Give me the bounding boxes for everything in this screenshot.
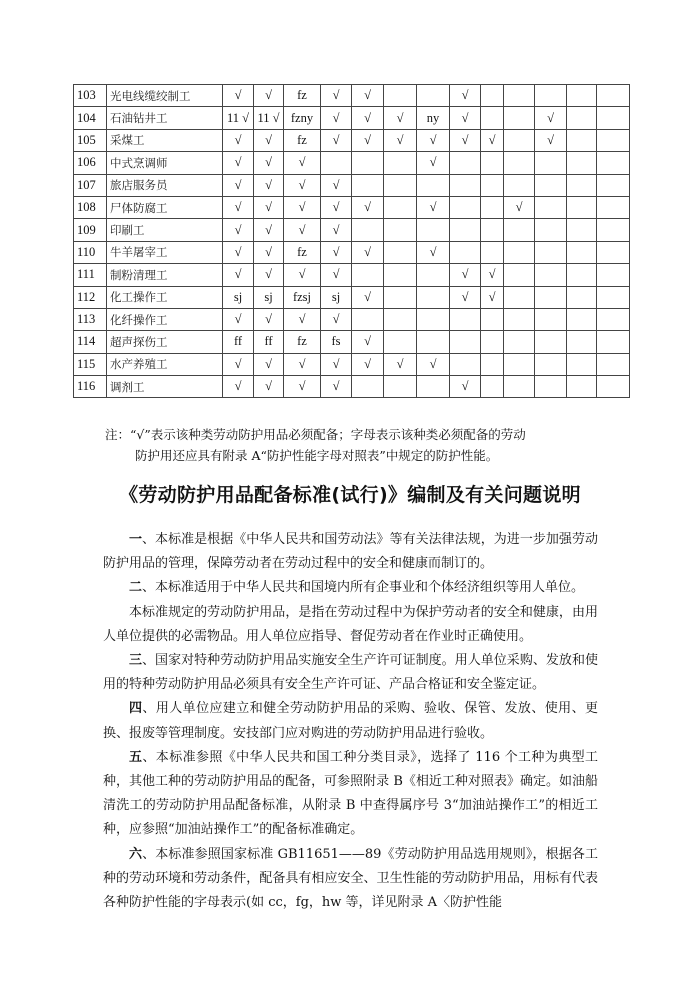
equipment-cell (481, 376, 504, 398)
equipment-cell (481, 308, 504, 330)
table-row (74, 376, 630, 398)
equipment-cell (597, 129, 630, 151)
equipment-cell (535, 152, 567, 174)
equipment-cell: 11 √ (254, 107, 284, 129)
equipment-cell (504, 219, 535, 241)
equipment-cell (597, 196, 630, 218)
equipment-cell: sj (254, 286, 284, 308)
job-name: 尸体防腐工 (107, 196, 223, 218)
equipment-cell (384, 331, 417, 353)
job-name: 牛羊屠宰工 (107, 241, 223, 263)
equipment-cell: √ (223, 174, 254, 196)
job-name: 制粉清理工 (107, 264, 223, 286)
equipment-cell: √ (481, 129, 504, 151)
equipment-cell (567, 241, 597, 263)
equipment-cell (567, 353, 597, 375)
explanation-body (103, 528, 598, 915)
equipment-cell (481, 174, 504, 196)
paragraph-number: 五 (129, 749, 143, 765)
paragraph-text: 、用人单位应建立和健全劳动防护用品的采购、验收、保管、发放、使用、更换、报废等管理制度。安技部门应对购进的劳动防护用品进行验收。 (103, 701, 598, 741)
equipment-cell: √ (284, 353, 321, 375)
job-name: 中式烹调师 (107, 152, 223, 174)
equipment-cell: √ (384, 107, 417, 129)
equipment-cell: √ (417, 129, 450, 151)
equipment-cell: ff (254, 331, 284, 353)
job-name: 化纤操作工 (107, 308, 223, 330)
equipment-cell: √ (321, 174, 352, 196)
equipment-cell: √ (321, 85, 352, 107)
equipment-cell (535, 376, 567, 398)
table-row (74, 85, 630, 107)
equipment-cell: √ (352, 129, 384, 151)
equipment-cell (352, 308, 384, 330)
equipment-cell (597, 152, 630, 174)
equipment-cell (567, 376, 597, 398)
equipment-cell (535, 308, 567, 330)
equipment-cell (481, 241, 504, 263)
paragraph-text: 、本标准参照《中华人民共和国工种分类目录》，选择了 116 个工种为典型工种，其他工种的劳动防护用品的配备，可参照附录 B《相近工种对照表》确定。如油船清洗工的劳动防护用品配备标准，从附录 B 中查得属序号 3“加油站操作工”的相近工种，应参照“加油站操作工”的配备标准确定。 (103, 749, 598, 838)
equipment-cell (504, 85, 535, 107)
equipment-cell (417, 286, 450, 308)
equipment-cell (384, 264, 417, 286)
equipment-cell (567, 331, 597, 353)
equipment-cell (352, 376, 384, 398)
equipment-cell (504, 129, 535, 151)
equipment-cell: √ (535, 107, 567, 129)
table-row (74, 264, 630, 286)
equipment-cell (535, 85, 567, 107)
row-number: 110 (74, 241, 107, 263)
equipment-cell: fz (284, 85, 321, 107)
equipment-cell: √ (223, 353, 254, 375)
equipment-cell (481, 107, 504, 129)
equipment-cell (597, 219, 630, 241)
equipment-cell: √ (417, 196, 450, 218)
equipment-cell: √ (352, 241, 384, 263)
equipment-cell (417, 264, 450, 286)
equipment-cell (481, 196, 504, 218)
row-number: 103 (74, 85, 107, 107)
table-row (74, 353, 630, 375)
table-row (74, 129, 630, 151)
equipment-cell (597, 331, 630, 353)
equipment-cell (504, 331, 535, 353)
equipment-cell (504, 241, 535, 263)
equipment-cell (504, 264, 535, 286)
job-name: 印刷工 (107, 219, 223, 241)
equipment-cell (504, 376, 535, 398)
equipment-cell: √ (223, 241, 254, 263)
equipment-cell: √ (352, 353, 384, 375)
equipment-cell (450, 331, 481, 353)
equipment-cell (535, 286, 567, 308)
equipment-cell (535, 196, 567, 218)
equipment-cell: √ (352, 85, 384, 107)
table-row (74, 308, 630, 330)
row-number: 107 (74, 174, 107, 196)
equipment-cell (597, 353, 630, 375)
equipment-cell: √ (384, 353, 417, 375)
equipment-cell: fz (284, 331, 321, 353)
equipment-cell (481, 152, 504, 174)
equipment-cell: √ (352, 331, 384, 353)
equipment-cell: √ (450, 264, 481, 286)
equipment-cell: √ (321, 129, 352, 151)
equipment-cell (384, 85, 417, 107)
equipment-cell: fz (284, 241, 321, 263)
equipment-cell (321, 152, 352, 174)
equipment-cell (504, 107, 535, 129)
equipment-cell: √ (450, 286, 481, 308)
job-name: 调剂工 (107, 376, 223, 398)
paragraph-text: 、本标准参照国家标准 GB11651——89《劳动防护用品选用规则》，根据各工种的劳动环境和劳动条件，配备具有相应安全、卫生性能的劳动防护用品，用标有代表各种防护性能的字母表示(如 cc，fg，hw 等，详见附录 A〈防护性能 (103, 846, 598, 911)
equipment-cell: √ (321, 264, 352, 286)
equipment-cell: √ (223, 196, 254, 218)
equipment-cell: √ (254, 219, 284, 241)
job-name: 化工操作工 (107, 286, 223, 308)
equipment-cell (417, 308, 450, 330)
equipment-cell: √ (321, 196, 352, 218)
equipment-cell: ny (417, 107, 450, 129)
equipment-cell: √ (321, 219, 352, 241)
row-number: 115 (74, 353, 107, 375)
row-number: 116 (74, 376, 107, 398)
equipment-cell (535, 174, 567, 196)
equipment-cell (450, 241, 481, 263)
table-row (74, 331, 630, 353)
equipment-cell: √ (223, 129, 254, 151)
equipment-cell: √ (450, 376, 481, 398)
paragraph (103, 697, 598, 745)
equipment-cell (567, 174, 597, 196)
equipment-cell: √ (450, 129, 481, 151)
table-row (74, 241, 630, 263)
equipment-cell (384, 286, 417, 308)
equipment-cell: √ (417, 152, 450, 174)
equipment-cell (352, 264, 384, 286)
equipment-cell (481, 85, 504, 107)
equipment-cell: √ (284, 219, 321, 241)
paragraph-text: 、国家对特种劳动防护用品实施安全生产许可证制度。用人单位采购、发放和使用的特种劳动防护用品必须具有安全生产许可证、产品合格证和安全鉴定证。 (103, 653, 598, 693)
equipment-cell (597, 286, 630, 308)
equipment-cell: √ (284, 376, 321, 398)
equipment-cell: √ (417, 353, 450, 375)
paragraph-number: 三 (129, 653, 143, 669)
equipment-cell: ff (223, 331, 254, 353)
equipment-cell (384, 241, 417, 263)
equipment-cell: √ (481, 264, 504, 286)
equipment-cell: √ (284, 196, 321, 218)
equipment-cell (597, 85, 630, 107)
equipment-cell: √ (223, 152, 254, 174)
job-name: 水产养殖工 (107, 353, 223, 375)
equipment-cell (504, 152, 535, 174)
equipment-cell (450, 353, 481, 375)
row-number: 108 (74, 196, 107, 218)
equipment-cell: √ (254, 241, 284, 263)
equipment-cell (417, 331, 450, 353)
section-heading: 《劳动防护用品配备标准(试行)》编制及有关问题说明 (119, 484, 581, 506)
equipment-cell (417, 376, 450, 398)
equipment-cell (481, 353, 504, 375)
equipment-cell: √ (321, 308, 352, 330)
table-row (74, 174, 630, 196)
equipment-cell: √ (254, 174, 284, 196)
paragraph-number: 一 (129, 532, 143, 547)
equipment-cell (504, 308, 535, 330)
paragraph (103, 746, 598, 843)
equipment-cell (384, 196, 417, 218)
equipment-cell: √ (450, 85, 481, 107)
equipment-cell: √ (223, 85, 254, 107)
equipment-cell (384, 308, 417, 330)
paragraph (103, 601, 598, 649)
equipment-cell (535, 219, 567, 241)
equipment-cell: fzsj (284, 286, 321, 308)
equipment-cell (567, 107, 597, 129)
equipment-cell (450, 152, 481, 174)
equipment-cell (504, 174, 535, 196)
equipment-cell (384, 376, 417, 398)
table-row (74, 219, 630, 241)
equipment-cell: fz (284, 129, 321, 151)
equipment-cell: √ (481, 286, 504, 308)
equipment-cell (567, 308, 597, 330)
equipment-cell: √ (352, 107, 384, 129)
paragraph (103, 528, 598, 576)
equipment-cell (535, 264, 567, 286)
note-line-1: 注：“√”表示该种类劳动防护用品必须配备；字母表示该种类必须配备的劳动 (105, 427, 526, 442)
equipment-cell: sj (223, 286, 254, 308)
equipment-cell (481, 331, 504, 353)
equipment-cell: √ (223, 219, 254, 241)
equipment-cell (384, 174, 417, 196)
equipment-cell (535, 353, 567, 375)
equipment-cell: √ (284, 264, 321, 286)
equipment-cell: √ (417, 241, 450, 263)
equipment-cell (384, 219, 417, 241)
equipment-cell (567, 196, 597, 218)
equipment-cell (567, 85, 597, 107)
job-name: 光电线缆绞制工 (107, 85, 223, 107)
equipment-cell: √ (321, 241, 352, 263)
equipment-cell (597, 308, 630, 330)
row-number: 111 (74, 264, 107, 286)
equipment-cell (567, 219, 597, 241)
table-note (105, 424, 625, 466)
equipment-cell: √ (284, 308, 321, 330)
row-number: 114 (74, 331, 107, 353)
equipment-cell (417, 174, 450, 196)
equipment-cell (417, 219, 450, 241)
equipment-cell: √ (504, 196, 535, 218)
row-number: 104 (74, 107, 107, 129)
row-number: 112 (74, 286, 107, 308)
equipment-cell: √ (223, 308, 254, 330)
note-line-2: 防护用还应具有附录 A“防护性能字母对照表”中规定的防护性能。 (135, 448, 499, 463)
equipment-cell: √ (254, 85, 284, 107)
equipment-cell: √ (254, 353, 284, 375)
equipment-cell (450, 196, 481, 218)
equipment-cell: √ (352, 196, 384, 218)
equipment-cell: √ (254, 196, 284, 218)
paragraph (103, 576, 598, 600)
equipment-cell: √ (321, 353, 352, 375)
job-name: 旅店服务员 (107, 174, 223, 196)
equipment-cell (450, 219, 481, 241)
paragraph-number: 二 (129, 580, 143, 596)
equipment-cell: √ (384, 129, 417, 151)
equipment-cell: √ (352, 286, 384, 308)
row-number: 106 (74, 152, 107, 174)
equipment-cell: √ (284, 174, 321, 196)
table-row (74, 107, 630, 129)
equipment-cell: √ (254, 152, 284, 174)
equipment-cell: √ (450, 107, 481, 129)
equipment-cell (567, 152, 597, 174)
table-row (74, 196, 630, 218)
equipment-cell: √ (254, 376, 284, 398)
row-number: 113 (74, 308, 107, 330)
equipment-cell (567, 129, 597, 151)
equipment-cell: √ (321, 376, 352, 398)
equipment-cell: fzny (284, 107, 321, 129)
equipment-cell: √ (223, 264, 254, 286)
equipment-cell: fs (321, 331, 352, 353)
equipment-cell: 11 √ (223, 107, 254, 129)
equipment-cell (384, 152, 417, 174)
equipment-cell (597, 107, 630, 129)
equipment-cell (352, 219, 384, 241)
paragraph-number: 六 (129, 846, 143, 862)
paragraph (103, 843, 598, 916)
paragraph-text: 、本标准是根据《中华人民共和国劳动法》等有关法律法规，为进一步加强劳动防护用品的管理，保障劳动者在劳动过程中的安全和健康而制订的。 (103, 532, 598, 572)
equipment-cell (567, 264, 597, 286)
paragraph-number: 四 (129, 701, 143, 717)
equipment-cell (450, 174, 481, 196)
equipment-cell: √ (535, 129, 567, 151)
equipment-cell: √ (223, 376, 254, 398)
equipment-cell: √ (321, 107, 352, 129)
paragraph (103, 649, 598, 697)
paragraph-text: 、本标准适用于中华人民共和国境内所有企事业和个体经济组织等用人单位。 (142, 580, 585, 596)
equipment-cell (450, 308, 481, 330)
equipment-cell: √ (254, 129, 284, 151)
equipment-cell: √ (284, 152, 321, 174)
table-row (74, 286, 630, 308)
paragraph-text: 本标准规定的劳动防护用品，是指在劳动过程中为保护劳动者的安全和健康，由用人单位提供的必需物品。用人单位应指导、督促劳动者在作业时正确使用。 (103, 604, 598, 644)
equipment-cell (504, 286, 535, 308)
job-name: 超声探伤工 (107, 331, 223, 353)
equipment-cell (597, 264, 630, 286)
equipment-cell (567, 286, 597, 308)
equipment-cell (504, 353, 535, 375)
equipment-cell (597, 174, 630, 196)
equipment-table (73, 84, 630, 398)
equipment-cell (417, 85, 450, 107)
equipment-cell: sj (321, 286, 352, 308)
equipment-cell: √ (254, 308, 284, 330)
row-number: 105 (74, 129, 107, 151)
job-name: 石油钻井工 (107, 107, 223, 129)
equipment-cell (481, 219, 504, 241)
equipment-cell (352, 174, 384, 196)
equipment-cell (535, 241, 567, 263)
equipment-cell: √ (254, 264, 284, 286)
row-number: 109 (74, 219, 107, 241)
job-name: 采煤工 (107, 129, 223, 151)
equipment-cell (352, 152, 384, 174)
equipment-cell (535, 331, 567, 353)
equipment-cell (597, 241, 630, 263)
equipment-cell (597, 376, 630, 398)
table-row (74, 152, 630, 174)
